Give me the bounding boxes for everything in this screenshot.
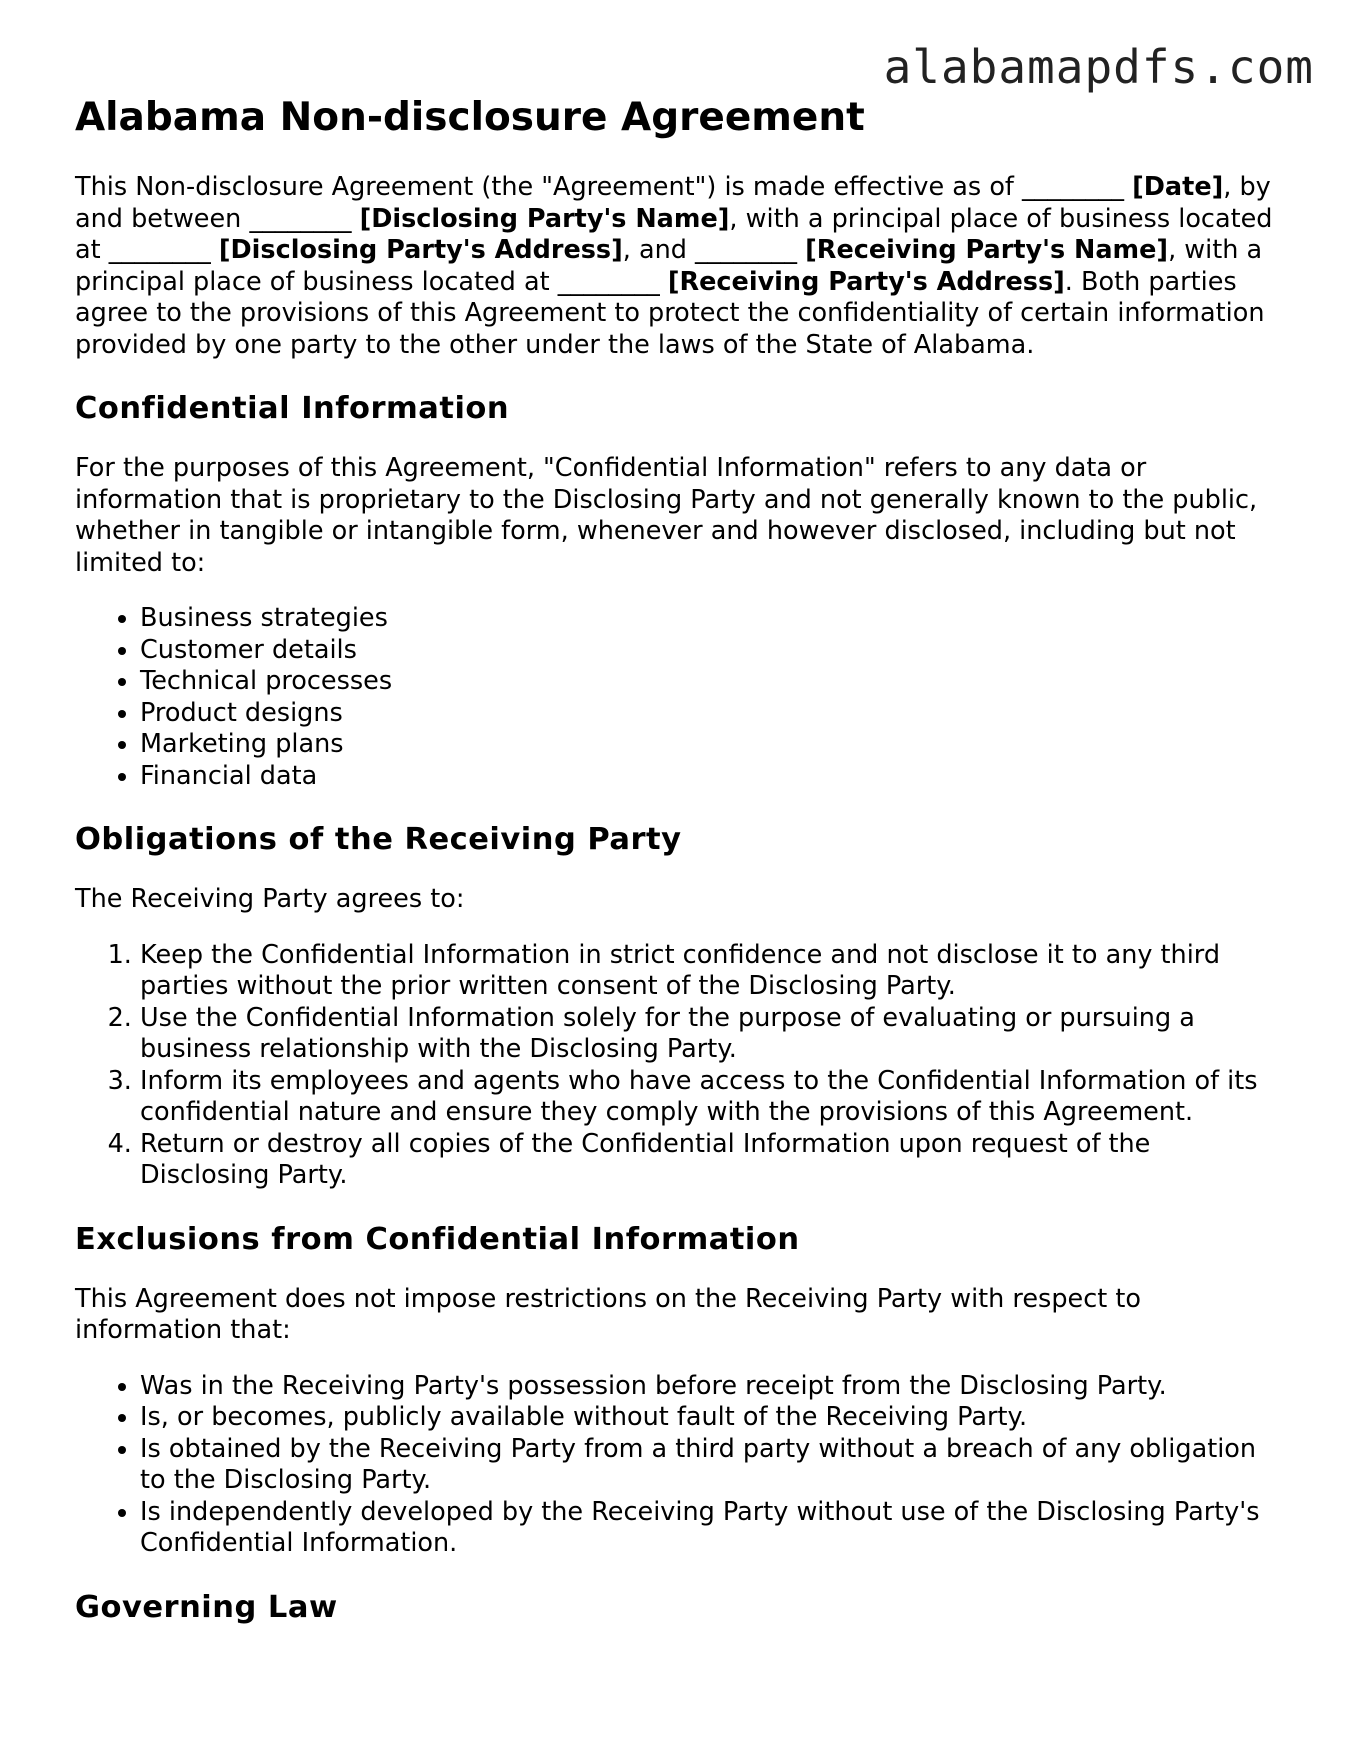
obligations-paragraph: The Receiving Party agrees to: — [75, 884, 465, 914]
list-item: • Financial data — [140, 761, 1285, 793]
obligations-list — [75, 940, 1285, 1192]
intro-text-6: . Both parties agree to the provisions of this Agreement to protect the confidentiality of certain information provided by one party to the other under the laws of the State of Alabama. — [75, 266, 1265, 360]
section-exclusions — [75, 1220, 1285, 1560]
confidential-list — [75, 603, 1285, 792]
list-item: • Is, or becomes, publicly available without fault of the Receiving Party. — [140, 1402, 1285, 1434]
intro-paragraph — [75, 172, 1285, 361]
document-title: Alabama Non-disclosure Agreement — [75, 95, 865, 140]
governing-heading: Governing Law — [75, 1589, 338, 1625]
disclosing-party-name-placeholder: [Disclosing Party's Name] — [359, 203, 730, 234]
document-page — [75, 94, 1285, 1628]
list-item: • Product designs — [140, 698, 1285, 730]
confidential-heading: Confidential Information — [75, 391, 510, 426]
list-item: 2. Use the Confidential Information solely for the purpose of evaluating or pursuing a business relationship with the Disclosing Party. — [140, 1003, 1285, 1066]
site-watermark: alabamapdfs.com — [883, 40, 1314, 94]
list-item: 1. Keep the Confidential Information in strict confidence and not disclose it to any third parties without the prior written consent of the Disclosing Party. — [140, 940, 1285, 1003]
receiving-party-name-placeholder: [Receiving Party's Name] — [805, 235, 1169, 265]
obligations-heading: Obligations of the Receiving Party — [75, 822, 682, 857]
list-item: • Technical processes — [140, 666, 1285, 698]
intro-text-5: , with a principal place of business located at ________ — [75, 235, 1263, 297]
intro-text-2: , by and between ________ — [75, 172, 1271, 234]
list-item: • Customer details — [140, 635, 1285, 667]
list-item: • Marketing plans — [140, 729, 1285, 761]
receiving-party-address-placeholder: [Receiving Party's Address] — [667, 266, 1065, 297]
list-item: • Is obtained by the Receiving Party from a third party without a breach of any obligation to the Disclosing Party. — [140, 1434, 1285, 1497]
section-confidential-information — [75, 389, 1285, 792]
date-placeholder: [Date] — [1132, 172, 1224, 202]
section-governing-law — [75, 1588, 1285, 1628]
list-item: • Is independently developed by the Receiving Party without use of the Disclosing Party's Confidential Information. — [140, 1497, 1285, 1560]
confidential-paragraph: For the purposes of this Agreement, "Confidential Information" refers to any data or information that is proprietary to the Disclosing Party and not generally known to the public, whether in tangible or intangible form, whenever and however disclosed, including but not limited to: — [75, 453, 1258, 578]
list-item: • Was in the Receiving Party's possession before receipt from the Disclosing Party. — [140, 1371, 1285, 1403]
list-item: 4. Return or destroy all copies of the Confidential Information upon request of the Disclosing Party. — [140, 1129, 1285, 1192]
intro-text-1: This Non-disclosure Agreement (the "Agreement") is made effective as of ________ — [75, 172, 1133, 202]
exclusions-list — [75, 1371, 1285, 1560]
list-item: 3. Inform its employees and agents who have access to the Confidential Information of its confidential nature and ensure they comply with the provisions of this Agreement. — [140, 1066, 1285, 1129]
disclosing-party-address-placeholder: [Disclosing Party's Address] — [218, 235, 623, 265]
intro-text-3: , with a principal place of business located at ________ — [75, 203, 1273, 265]
list-item: • Business strategies — [140, 603, 1285, 635]
intro-text-4: , and ________ — [622, 235, 806, 265]
exclusions-heading: Exclusions from Confidential Information — [75, 1221, 800, 1257]
section-obligations — [75, 820, 1285, 1192]
exclusions-paragraph: This Agreement does not impose restrictions on the Receiving Party with respect to information that: — [75, 1283, 1141, 1345]
